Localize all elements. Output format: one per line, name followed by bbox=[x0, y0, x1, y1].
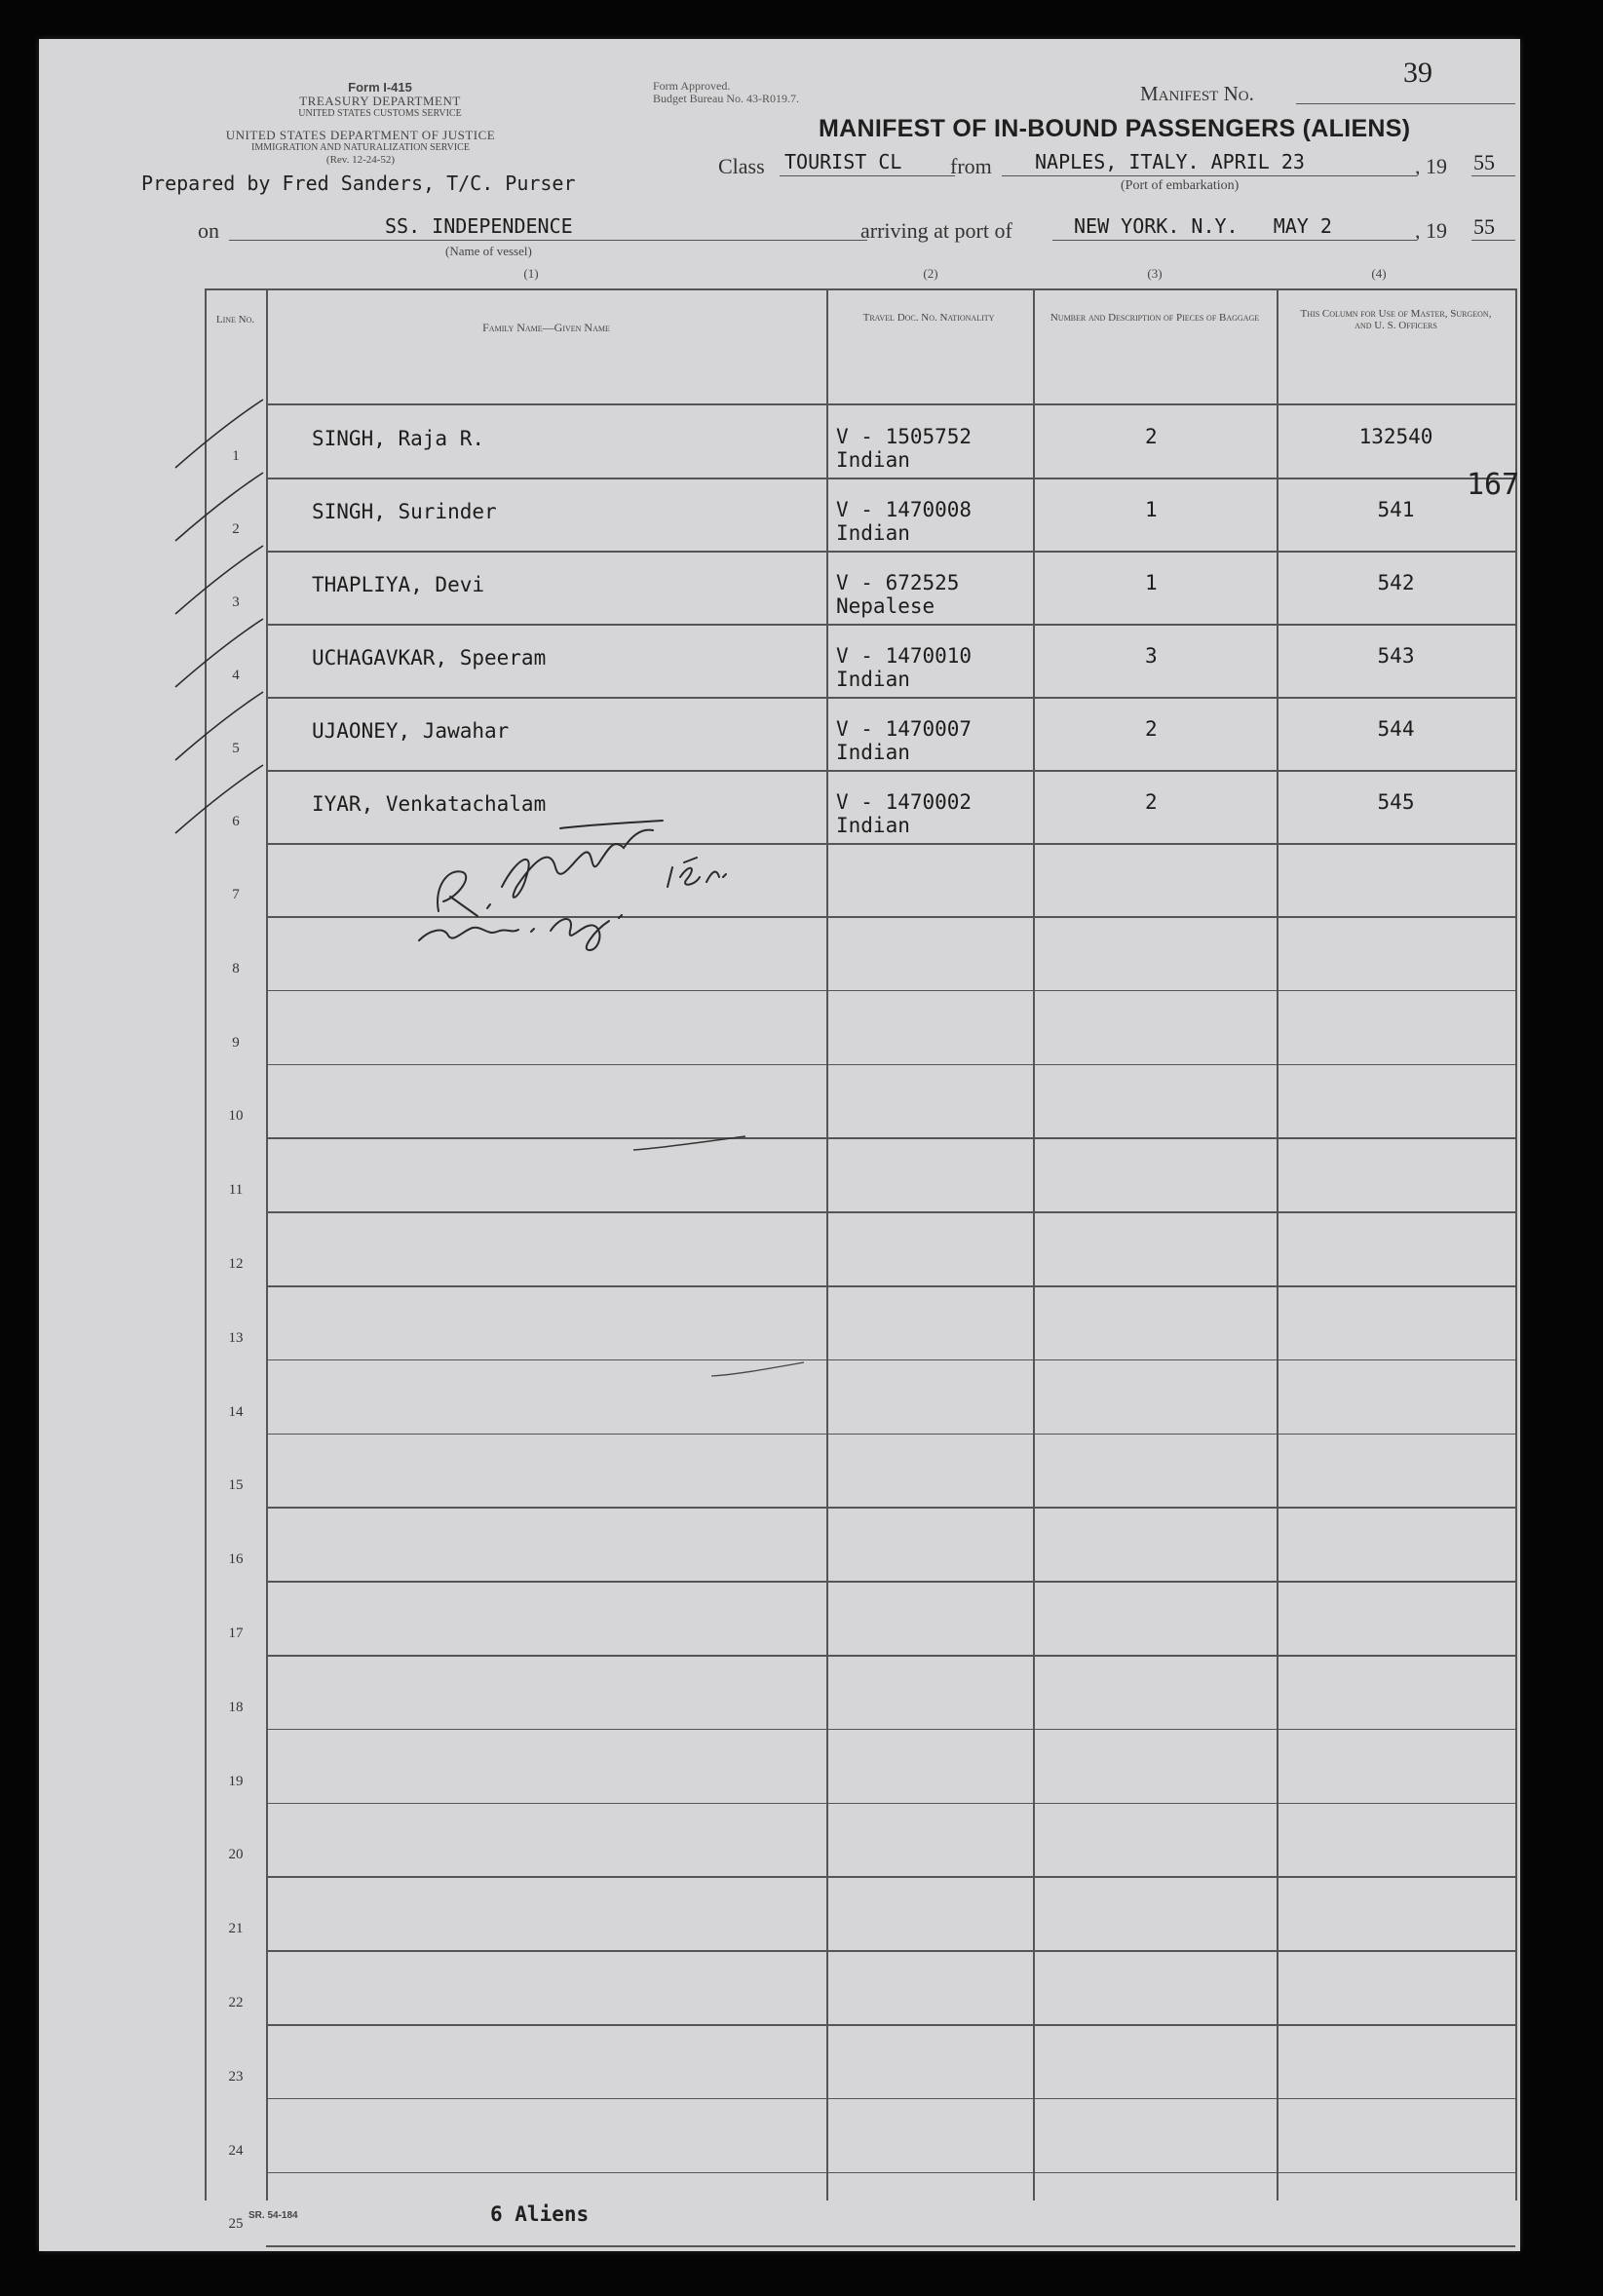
baggage-count: 1 bbox=[1145, 498, 1158, 521]
nationality: Nepalese bbox=[836, 594, 935, 618]
stray-mark bbox=[702, 1355, 819, 1384]
table-row bbox=[205, 2026, 1515, 2099]
year-value-2: 55 bbox=[1473, 214, 1495, 239]
table-row bbox=[205, 1361, 1515, 1435]
baggage-count: 2 bbox=[1145, 425, 1158, 448]
class-label: Class bbox=[718, 154, 765, 178]
from-label: from bbox=[950, 154, 992, 178]
line-number: 24 bbox=[228, 2142, 244, 2159]
table-row bbox=[205, 478, 1515, 552]
line-number: 19 bbox=[228, 1773, 244, 1789]
line-number: 9 bbox=[232, 1034, 240, 1051]
baggage-count: 2 bbox=[1145, 790, 1158, 814]
year-line-1 bbox=[1471, 175, 1515, 176]
baggage-count: 1 bbox=[1145, 571, 1158, 594]
form-revision: (Rev. 12-24-52) bbox=[325, 154, 396, 166]
table-row bbox=[205, 625, 1515, 698]
table-row bbox=[205, 1065, 1515, 1138]
line-number: 17 bbox=[228, 1626, 244, 1641]
vessel-line bbox=[229, 240, 867, 241]
table-row bbox=[205, 1804, 1515, 1877]
line-number: 21 bbox=[228, 1921, 244, 1937]
table-row bbox=[205, 1583, 1515, 1656]
table-row bbox=[205, 1952, 1515, 2025]
travel-doc-number: V - 1470010 bbox=[836, 644, 973, 668]
official-number: 132540 bbox=[1358, 425, 1433, 448]
from-line bbox=[1002, 175, 1416, 176]
line-number: 1 bbox=[232, 448, 240, 464]
line-number: 10 bbox=[228, 1108, 244, 1125]
check-mark-icon bbox=[171, 471, 268, 549]
baggage-count: 3 bbox=[1145, 644, 1158, 668]
check-mark-icon bbox=[171, 398, 268, 476]
table-row bbox=[205, 1213, 1515, 1286]
arrival-port: NEW YORK. N.Y. MAY 2 bbox=[1074, 214, 1332, 238]
table-row bbox=[205, 1287, 1515, 1360]
side-number: 167 bbox=[1467, 468, 1520, 502]
line-number: 25 bbox=[228, 2216, 244, 2233]
table-row bbox=[205, 1731, 1515, 1804]
check-mark-icon bbox=[171, 544, 268, 622]
header-name: Family Name—Given Name bbox=[482, 321, 610, 334]
class-line bbox=[780, 175, 955, 176]
prepared-by: Prepared by Fred Sanders, T/C. Purser bbox=[141, 172, 576, 195]
port-caption: (Port of embarkation) bbox=[1121, 178, 1240, 193]
line-number: 23 bbox=[228, 2068, 244, 2085]
table-row bbox=[205, 1878, 1515, 1951]
dept-justice: UNITED STATES DEPARTMENT OF JUSTICE bbox=[225, 128, 496, 142]
official-number: 543 bbox=[1377, 644, 1415, 668]
passenger-name: THAPLIYA, Devi bbox=[312, 573, 485, 596]
line-number: 22 bbox=[228, 1995, 244, 2010]
on-label: on bbox=[198, 218, 219, 243]
travel-doc-number: V - 1470008 bbox=[836, 498, 973, 521]
col-num-1: (1) bbox=[523, 266, 539, 281]
nationality: Indian bbox=[836, 668, 910, 691]
nationality: Indian bbox=[836, 521, 910, 545]
table-row bbox=[205, 992, 1515, 1065]
class-value: TOURIST CL bbox=[784, 150, 902, 173]
passenger-name: UJAONEY, Jawahar bbox=[312, 719, 510, 743]
dept-customs: UNITED STATES CUSTOMS SERVICE bbox=[298, 108, 462, 119]
nationality: Indian bbox=[836, 448, 910, 472]
year-line-2 bbox=[1471, 240, 1515, 241]
manifest-no-value: 39 bbox=[1403, 57, 1432, 89]
arrival-line bbox=[1052, 240, 1416, 241]
line-number: 16 bbox=[228, 1551, 244, 1568]
footer-total: 6 Aliens bbox=[490, 2202, 590, 2226]
table-row bbox=[205, 552, 1515, 625]
row-rule bbox=[266, 2245, 1515, 2247]
line-number: 7 bbox=[232, 887, 240, 902]
year-label-2: , 19 bbox=[1415, 218, 1447, 243]
doj-block bbox=[195, 129, 526, 166]
check-mark-icon bbox=[171, 763, 268, 841]
table-row bbox=[205, 1435, 1515, 1508]
col-num-2: (2) bbox=[923, 266, 938, 281]
nationality: Indian bbox=[836, 741, 910, 764]
manifest-sheet bbox=[39, 39, 1520, 2251]
official-number: 545 bbox=[1377, 790, 1415, 814]
year-value-1: 55 bbox=[1473, 150, 1495, 174]
vessel-name: SS. INDEPENDENCE bbox=[385, 214, 573, 238]
header-travel-doc: Travel Doc. No. Nationality bbox=[862, 312, 995, 324]
baggage-count: 2 bbox=[1145, 717, 1158, 741]
from-value: NAPLES, ITALY. APRIL 23 bbox=[1035, 150, 1305, 173]
official-number: 542 bbox=[1377, 571, 1415, 594]
dept-ins: IMMIGRATION AND NATURALIZATION SERVICE bbox=[251, 142, 470, 153]
col-num-3: (3) bbox=[1147, 266, 1163, 281]
travel-doc-number: V - 672525 bbox=[836, 571, 960, 594]
table-row bbox=[205, 405, 1515, 478]
travel-doc-number: V - 1505752 bbox=[836, 425, 973, 448]
form-number: Form I-415 bbox=[348, 80, 412, 95]
table-row bbox=[205, 1657, 1515, 1730]
manifest-no-label: Manifest No. bbox=[1140, 82, 1254, 105]
line-number: 4 bbox=[232, 668, 240, 683]
vessel-caption: (Name of vessel) bbox=[445, 244, 532, 258]
official-signature bbox=[390, 741, 819, 955]
line-number: 20 bbox=[228, 1847, 244, 1863]
line-number: 13 bbox=[228, 1329, 244, 1346]
line-number: 14 bbox=[228, 1403, 244, 1420]
approval-block bbox=[653, 80, 799, 105]
stray-mark bbox=[624, 1130, 760, 1160]
approval-line-2: Budget Bureau No. 43-R019.7. bbox=[653, 92, 799, 105]
footer-code: SR. 54-184 bbox=[248, 2210, 298, 2221]
travel-doc-number: V - 1470007 bbox=[836, 717, 973, 741]
passenger-name: IYAR, Venkatachalam bbox=[312, 792, 547, 816]
line-number: 6 bbox=[232, 814, 240, 829]
col-num-4: (4) bbox=[1371, 266, 1387, 281]
passenger-name: SINGH, Surinder bbox=[312, 500, 497, 523]
table-row bbox=[205, 1139, 1515, 1212]
line-number: 5 bbox=[232, 741, 240, 756]
line-number: 12 bbox=[228, 1256, 244, 1272]
line-number: 15 bbox=[228, 1477, 244, 1494]
dept-treasury: TREASURY DEPARTMENT bbox=[299, 94, 461, 108]
manifest-title: MANIFEST OF IN-BOUND PASSENGERS (ALIENS) bbox=[819, 115, 1411, 142]
official-number: 544 bbox=[1377, 717, 1415, 741]
official-number: 541 bbox=[1377, 498, 1415, 521]
line-number: 3 bbox=[232, 594, 240, 610]
passenger-name: UCHAGAVKAR, Speeram bbox=[312, 646, 547, 670]
header-baggage: Number and Description of Pieces of Baggage bbox=[1050, 312, 1260, 324]
check-mark-icon bbox=[171, 617, 268, 695]
manifest-no-line bbox=[1296, 103, 1515, 104]
table-row bbox=[205, 2100, 1515, 2173]
header-line-no: Line No. bbox=[215, 314, 255, 325]
year-label-1: , 19 bbox=[1415, 154, 1447, 178]
line-number: 2 bbox=[232, 521, 240, 537]
line-number: 18 bbox=[228, 1699, 244, 1715]
line-number: 8 bbox=[232, 960, 240, 976]
nationality: Indian bbox=[836, 814, 910, 837]
line-number: 11 bbox=[228, 1182, 244, 1199]
header-rule bbox=[266, 403, 1515, 405]
passenger-name: SINGH, Raja R. bbox=[312, 427, 485, 450]
table-row bbox=[205, 2173, 1515, 2246]
table-row bbox=[205, 1509, 1515, 1582]
form-id-block bbox=[263, 80, 497, 120]
header-official-use: This Column for Use of Master, Surgeon, and U. S. Officers bbox=[1300, 308, 1492, 331]
approval-line-1: Form Approved. bbox=[653, 79, 731, 93]
travel-doc-number: V - 1470002 bbox=[836, 790, 973, 814]
arriving-label: arriving at port of bbox=[860, 218, 1012, 243]
check-mark-icon bbox=[171, 690, 268, 768]
